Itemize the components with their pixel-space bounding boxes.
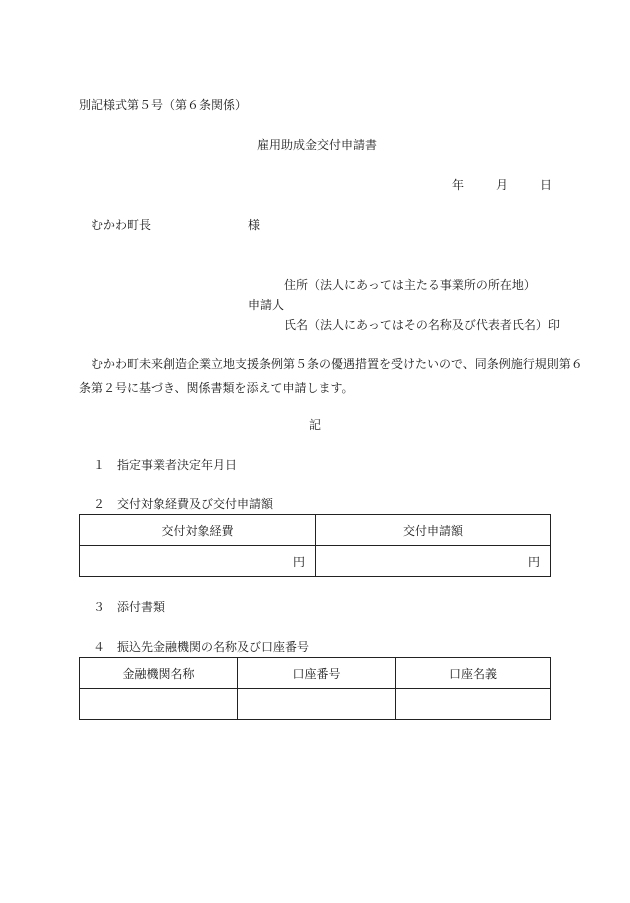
date-year: 年 — [452, 178, 465, 192]
table-header-row — [80, 515, 551, 546]
table-row — [80, 546, 551, 577]
item-4 — [93, 639, 309, 655]
item-1 — [93, 457, 237, 473]
form-reference: 別記様式第５号（第６条関係） — [79, 98, 248, 112]
document-title: 雇用助成金交付申請書 — [257, 138, 378, 152]
item-label: 振込先金融機関の名称及び口座番号 — [117, 640, 310, 654]
item-label: 交付対象経費及び交付申請額 — [117, 497, 274, 511]
date-day: 日 — [540, 178, 553, 192]
applicant-address: 住所（法人にあっては主たる事業所の所在地） — [284, 278, 536, 292]
table-row — [80, 689, 551, 720]
table-header-row — [80, 658, 551, 689]
statement-line-1: むかわ町未来創造企業立地支援条例第５条の優遇措置を受けたいので、同条例施行規則第６ — [91, 357, 583, 371]
item-label: 指定事業者決定年月日 — [117, 458, 238, 472]
item-label: 添付書類 — [117, 600, 166, 614]
header-eligible-expenses: 交付対象経費 — [80, 515, 316, 546]
eligible-expenses-cell[interactable]: 円 — [80, 546, 316, 577]
bank-table — [79, 657, 551, 720]
statement-line-2: 条第２号に基づき、関係書類を添えて申請します。 — [79, 381, 354, 395]
ki-heading: 記 — [309, 418, 322, 432]
header-account-number: 口座番号 — [238, 658, 396, 689]
item-number: １ — [93, 458, 106, 472]
subsidy-table — [79, 514, 551, 577]
bank-name-cell[interactable] — [80, 689, 238, 720]
header-account-holder: 口座名義 — [396, 658, 551, 689]
item-number: ３ — [93, 600, 106, 614]
item-2 — [93, 496, 273, 512]
item-number: ４ — [93, 640, 106, 654]
account-number-cell[interactable] — [238, 689, 396, 720]
application-statement — [79, 352, 583, 400]
addressee-name: むかわ町長 — [91, 218, 152, 232]
requested-amount-cell[interactable]: 円 — [316, 546, 551, 577]
addressee-honorific: 様 — [248, 218, 261, 232]
item-3 — [93, 599, 165, 615]
header-bank-name: 金融機関名称 — [80, 658, 238, 689]
header-requested-amount: 交付申請額 — [316, 515, 551, 546]
applicant-name: 氏名（法人にあってはその名称及び代表者氏名）印 — [284, 318, 560, 332]
applicant-label: 申請人 — [248, 298, 285, 312]
account-holder-cell[interactable] — [396, 689, 551, 720]
date-month: 月 — [496, 178, 509, 192]
item-number: ２ — [93, 497, 106, 511]
